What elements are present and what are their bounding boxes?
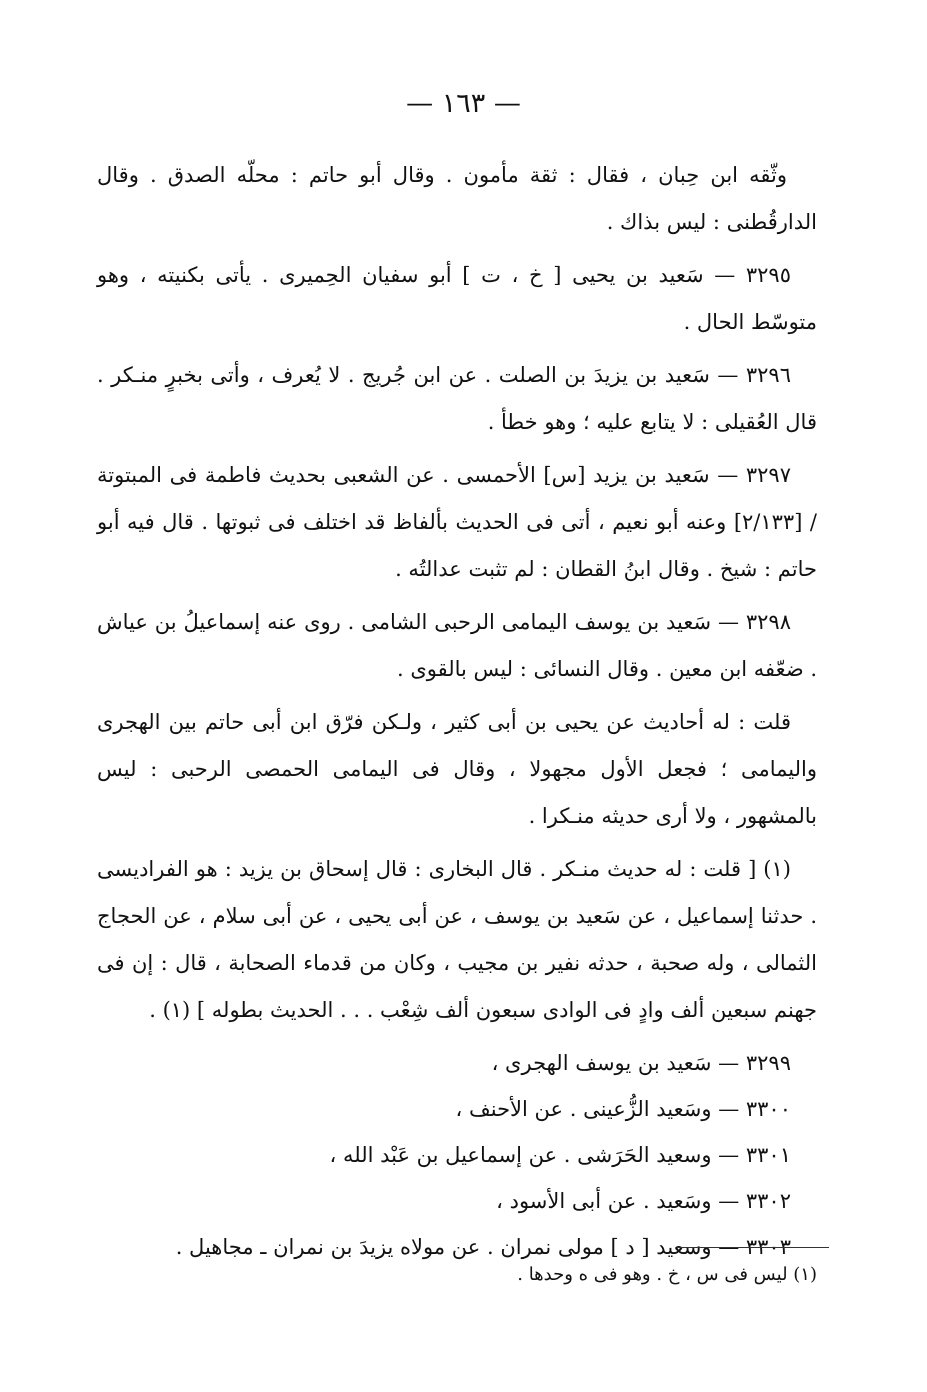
bracketed-note-paragraph: (١) [ قلت : له حديث منـكر . قال البخارى : قال إسحاق بن يزيد : هو الفراديسى . حدثنا إسماعيل ، عن سَعيد بن يوسف ، عن أبى يحيى ، عن أبى سلام ، عن الحجاج الثمالى ، وله صحبة ، حدثه نفير بن مجيب ، وكان من قدماء الصحابة ، قال : إن فى جهنم سبعين ألف وادٍ فى الوادى سبعون ألف شِعْب . . . الحديث بطوله ] (١) . xyxy=(97,857,817,1022)
short-entries-list xyxy=(97,1040,791,1270)
entry-3295: ٣٢٩٥ — سَعيد بن يحيى [ خ ، ت ] أبو سفيان الحِميرى . يأتى بكنيته ، وهو متوسّط الحال . xyxy=(97,263,817,334)
footnote: (١) ليس فى س ، خ . وهو فى ه وحدها . xyxy=(517,1264,817,1285)
entry-3300: ٣٣٠٠ — وسَعيد الزُّعينى . عن الأحنف ، xyxy=(455,1097,791,1121)
footnote-divider xyxy=(677,1247,829,1248)
note-paragraph: قلت : له أحاديث عن يحيى بن أبى كثير ، ولـكن فرّق ابن أبى حاتم بين الهجرى واليمامى ؛ فجعل الأول مجهولا ، وقال فى اليمامى الحمصى الرحبى : ليس بالمشهور ، ولا أرى حديثه منـكرا . xyxy=(97,710,817,828)
main-text xyxy=(97,152,817,1270)
entry-3303: ٣٣٠٣ — وسعيد [ د ] مولى نمران . عن مولاه يزيدَ بن نمران ـ مجاهيل . xyxy=(175,1235,791,1259)
entry-3296: ٣٢٩٦ — سَعيد بن يزيدَ بن الصلت . عن ابن جُريج . لا يُعرف ، وأتى بخبرٍ منـكر . قال العُقيلى : لا يتابع عليه ؛ وهو خطأ . xyxy=(97,363,817,434)
entry-3302: ٣٣٠٢ — وسَعيد . عن أبى الأسود ، xyxy=(496,1189,791,1213)
entry-3301: ٣٣٠١ — وسعيد الحَرَشى . عن إسماعيل بن عَبْد الله ، xyxy=(329,1143,791,1167)
paragraph-continuation: وثّقه ابن حِبان ، فقال : ثقة مأمون . وقال أبو حاتم : محلّه الصدق . وقال الدارقُطنى : ليس بذاك . xyxy=(97,163,817,234)
entry-3299: ٣٢٩٩ — سَعيد بن يوسف الهجرى ، xyxy=(491,1051,791,1075)
entry-3297: ٣٢٩٧ — سَعيد بن يزيد [س] الأحمسى . عن الشعبى بحديث فاطمة فى المبتوتة / [٢/١٣٣] وعنه أبو نعيم ، أتى فى الحديث بألفاظ قد اختلف فى ثبوتها . قال فيه أبو حاتم : شيخ . وقال ابنُ القطان : لم تثبت عدالتُه . xyxy=(97,463,817,581)
page-number: — ١٦٣ — xyxy=(406,88,521,119)
entry-3298: ٣٢٩٨ — سَعيد بن يوسف اليمامى الرحبى الشامى . روى عنه إسماعيلُ بن عياش . ضعّفه ابن معين . وقال النسائى : ليس بالقوى . xyxy=(97,610,817,681)
